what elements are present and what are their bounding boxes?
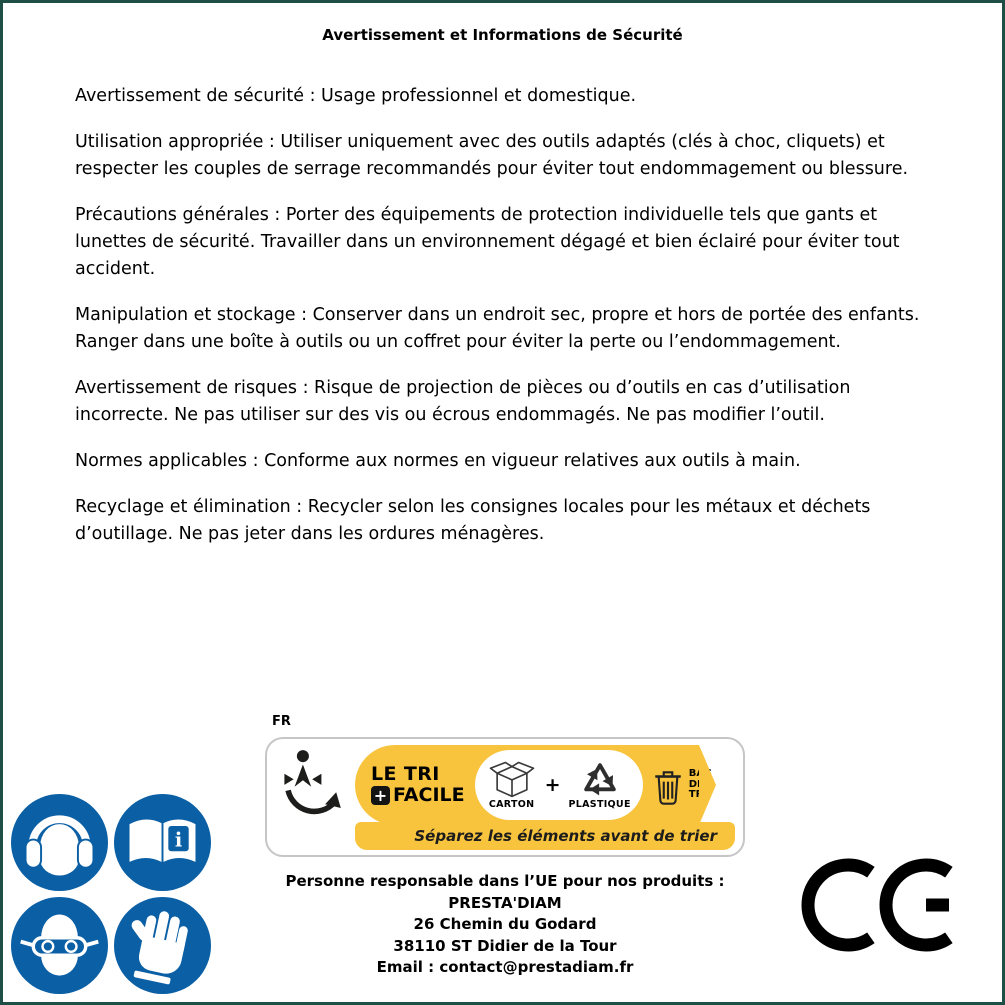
plus-icon: + — [371, 786, 390, 805]
band-arrow-tip — [699, 745, 716, 825]
recycling-sorting-label — [265, 737, 745, 857]
contact-email: Email : contact@prestadiam.fr — [376, 958, 634, 976]
carton-box-icon — [487, 760, 537, 798]
address-line-1: 26 Chemin du Godard — [413, 915, 597, 933]
le-tri-facile-text: LE TRI + FACILE — [371, 763, 465, 806]
sorting-bin-icon — [651, 763, 685, 807]
bac-de-tri-label: BAC DE TRI — [688, 767, 712, 801]
triman-country-code: FR — [272, 714, 291, 729]
svg-text:i: i — [174, 828, 183, 852]
paragraph-avertissement-risques: Avertissement de risques : Risque de projection de pièces ou d’outils en cas d’utilisation incorrecte. Ne pas utiliser sur des vis ou écrous endommagés. Ne pas modifier l’outil. — [75, 378, 851, 425]
paragraph-recyclage-elimination: Recyclage et élimination : Recycler selon les consignes locales pour les métaux et déchets d’outillage. Ne pas jeter dans les ordures ménagères. — [75, 497, 871, 544]
protective-gloves-icon — [114, 897, 211, 994]
responsible-person-block — [261, 871, 749, 979]
address-line-2: 38110 ST Didier de la Tour — [393, 936, 617, 955]
sorting-footer: Séparez les éléments avant de trier — [355, 822, 735, 850]
company-name: PRESTA'DIAM — [448, 893, 562, 912]
carton-material: CARTON — [487, 760, 537, 810]
paragraph-avertissement-securite: Avertissement de sécurité : Usage professionnel et domestique. — [75, 86, 637, 106]
safety-text — [75, 83, 942, 548]
page-title: Avertissement et Informations de Sécurité — [322, 26, 683, 44]
paragraph-normes-applicables: Normes applicables : Conforme aux normes en vigueur relatives aux outils à main. — [75, 451, 801, 471]
recycling-triangle-icon — [579, 760, 621, 798]
sorting-band — [355, 745, 712, 825]
ce-marking-icon — [798, 855, 958, 955]
paragraph-utilisation-appropriee: Utilisation appropriée : Utiliser uniquement avec des outils adaptés (clés à choc, cliquets) et respecter les couples de serrage recommandés pour éviter tout endommagement ou blessure. — [75, 132, 909, 179]
instruction-manual-icon — [114, 794, 211, 891]
paragraph-precautions-generales: Précautions générales : Porter des équipements de protection individuelle tels que gants et lunettes de sécurité. Travailler dans un environnement dégagé et bien éclairé pour éviter tout accident. — [75, 205, 900, 279]
plastique-material: PLASTIQUE — [569, 760, 631, 810]
plus-separator: + — [544, 774, 561, 796]
paragraph-manipulation-stockage: Manipulation et stockage : Conserver dans un endroit sec, propre et hors de portée des enfants. Ranger dans une boîte à outils ou un coffret pour éviter la perte ou l’endommagement. — [75, 305, 920, 352]
ear-protection-icon — [11, 794, 108, 891]
eye-protection-icon — [11, 897, 108, 994]
responsible-heading: Personne responsable dans l’UE pour nos produits : — [285, 872, 725, 890]
safety-pictograms — [11, 794, 211, 994]
materials-oval — [475, 750, 643, 820]
triman-icon — [277, 746, 351, 822]
